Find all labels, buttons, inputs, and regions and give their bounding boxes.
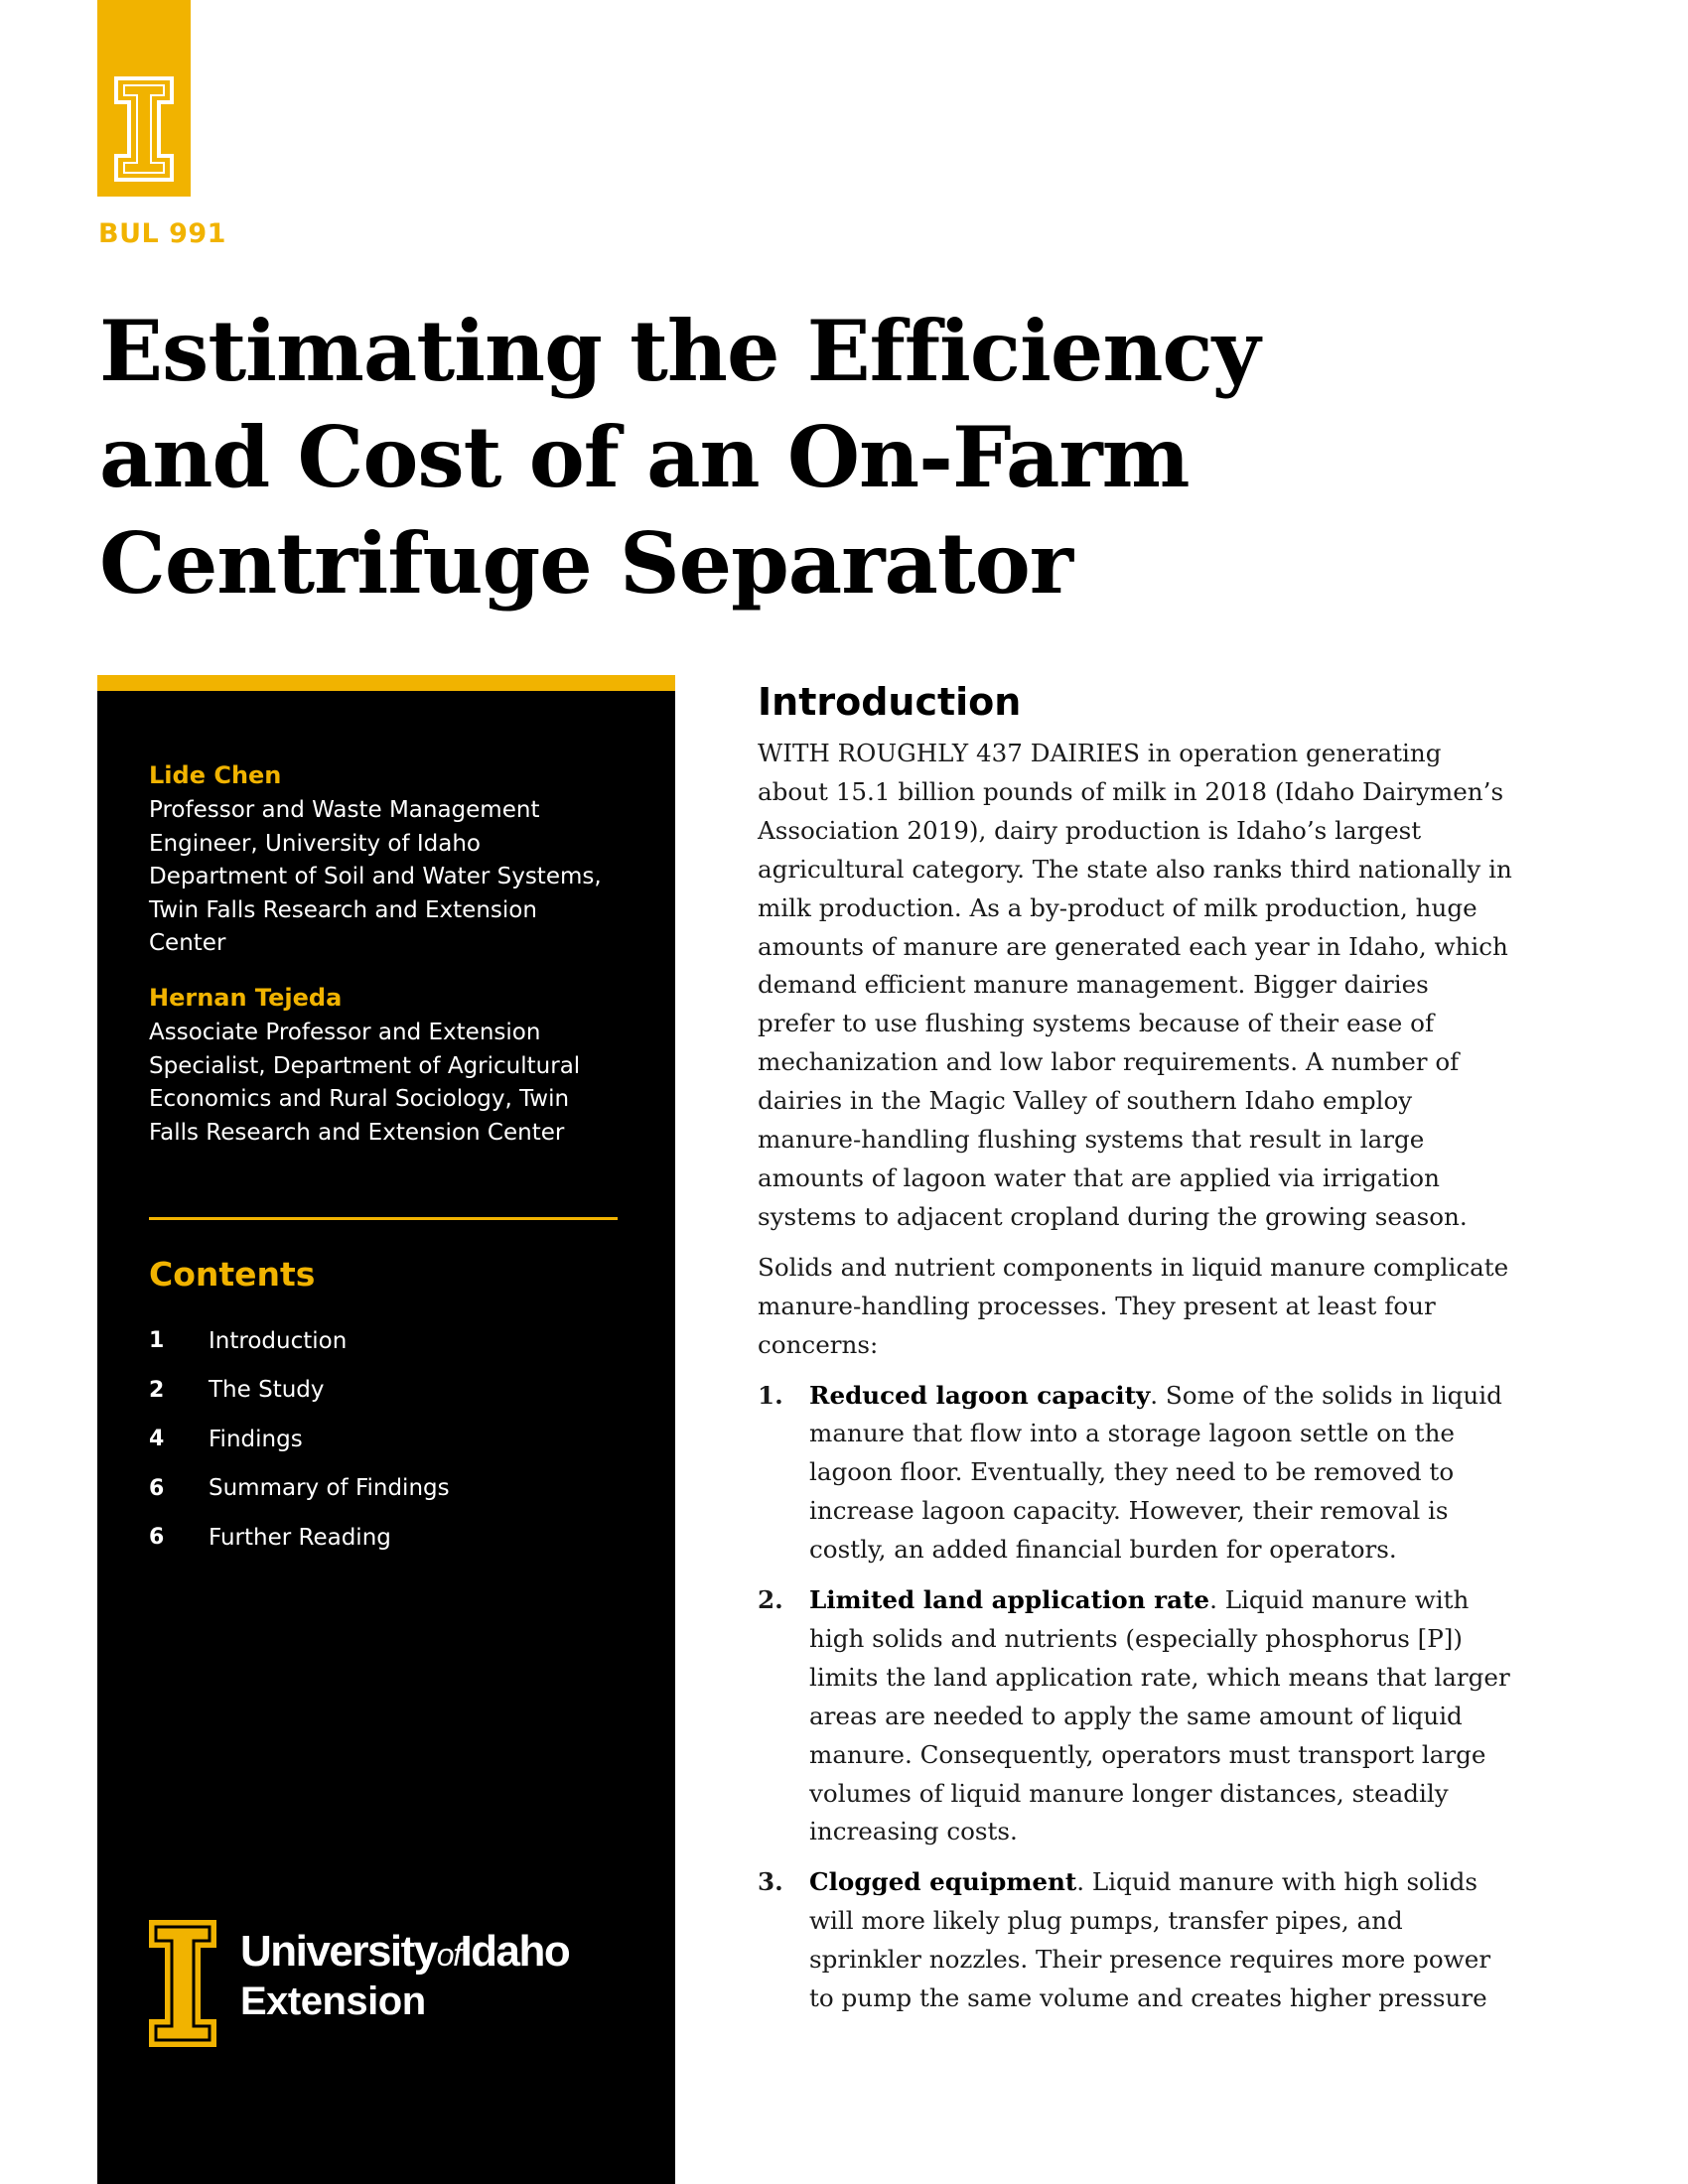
toc-label: The Study bbox=[209, 1377, 325, 1404]
list-item bbox=[758, 1581, 1512, 1851]
logo-extension: Extension bbox=[240, 1979, 426, 2023]
paragraph: WITH ROUGHLY 437 DAIRIES in operation generating about 15.1 billion pounds of milk in 2018 (Idaho Dairymen’s Association 2019), dairy production is Idaho’s largest agricultural category. The state also ranks third nationally in milk production. As a by-product of milk production, huge amounts of manure are generated each year in Idaho, which demand efficient manure management. Bigger dairies prefer to use flushing systems because of their ease of mechanization and low labor requirements. A number of dairies in the Magic Valley of southern Idaho employ manure-handling flushing systems that result in large amounts of lagoon water that are applied via irrigation systems to adjacent cropland during the growing season. bbox=[758, 739, 1512, 1231]
logo-university bbox=[240, 1928, 637, 1979]
university-logo bbox=[147, 1918, 570, 2053]
list-number: 3. bbox=[758, 1867, 783, 1897]
logo-word-university: University bbox=[240, 1927, 437, 1976]
bulletin-number: BUL 991 bbox=[98, 218, 226, 249]
list-item bbox=[758, 1377, 1512, 1570]
author-affiliation: Professor and Waste Management Engineer, University of Idaho Department of Soil and Water Systems, Twin Falls Research and Extension Center bbox=[149, 797, 602, 956]
toc-item[interactable] bbox=[149, 1316, 616, 1366]
toc-page: 6 bbox=[149, 1475, 165, 1501]
toc-item[interactable] bbox=[149, 1513, 616, 1563]
logo-word-of: of bbox=[436, 1937, 461, 1973]
list-number: 2. bbox=[758, 1585, 783, 1615]
main-content bbox=[758, 675, 1512, 2030]
contents-heading: Contents bbox=[149, 1255, 316, 1294]
toc-page: 6 bbox=[149, 1525, 165, 1551]
block-i-logo-icon bbox=[147, 1918, 218, 2049]
paragraph: Solids and nutrient components in liquid manure complicate manure-handling processes. They present at least four concerns: bbox=[758, 1252, 1509, 1359]
list-item-title: Reduced lagoon capacity bbox=[809, 1380, 1151, 1410]
section-heading: Introduction bbox=[758, 680, 1022, 724]
author-affiliation: Associate Professor and Extension Specialist, Department of Agricultural Economics and Rural Sociology, Twin Falls Research and Extension Center bbox=[149, 1020, 581, 1146]
logo-wordmark bbox=[240, 1928, 637, 2024]
list-item-text: . Some of the solids in liquid manure that flow into a storage lagoon settle on the lagoon floor. Eventually, they need to be removed to increase lagoon capacity. However, their removal is costly, an added financial burden for operators. bbox=[809, 1380, 1502, 1565]
top-logo-tab bbox=[97, 0, 191, 197]
author-name: Lide Chen bbox=[149, 761, 282, 789]
table-of-contents bbox=[149, 1316, 616, 1563]
title-line: Centrifuge Separator bbox=[99, 514, 1073, 613]
toc-page: 4 bbox=[149, 1427, 165, 1452]
list-item-title: Clogged equipment bbox=[809, 1867, 1077, 1897]
author-name: Hernan Tejeda bbox=[149, 984, 343, 1012]
author-block bbox=[149, 760, 616, 961]
sidebar bbox=[97, 675, 675, 2184]
toc-item[interactable] bbox=[149, 1464, 616, 1514]
divider bbox=[149, 1217, 618, 1220]
title-line: Estimating the Efficiency bbox=[99, 302, 1260, 400]
toc-item[interactable] bbox=[149, 1366, 616, 1416]
toc-page: 2 bbox=[149, 1377, 165, 1403]
block-i-icon bbox=[113, 75, 175, 183]
list-item-text: . Liquid manure with high solids and nutrients (especially phosphorus [P]) limits the land application rate, which means that larger areas are needed to apply the same amount of liquid manure. Consequently, operators must transport large volumes of liquid manure longer distances, steadily increasing costs. bbox=[809, 1585, 1510, 1846]
list-number: 1. bbox=[758, 1380, 783, 1410]
list-item bbox=[758, 1863, 1512, 2018]
toc-label: Summary of Findings bbox=[209, 1475, 450, 1502]
toc-label: Findings bbox=[209, 1426, 303, 1452]
toc-item[interactable] bbox=[149, 1415, 616, 1464]
list-item-text: . Liquid manure with high solids will more likely plug pumps, transfer pipes, and sprinkler nozzles. Their presence requires more power to pump the same volume and creates higher pressure bbox=[809, 1867, 1491, 2013]
page-title bbox=[99, 298, 1390, 616]
author-block bbox=[149, 983, 616, 1150]
toc-label: Further Reading bbox=[209, 1524, 391, 1551]
concerns-list bbox=[758, 1377, 1512, 2019]
toc-page: 1 bbox=[149, 1328, 165, 1354]
list-item-title: Limited land application rate bbox=[809, 1585, 1210, 1615]
logo-word-idaho: Idaho bbox=[460, 1927, 570, 1976]
title-line: and Cost of an On-Farm bbox=[99, 408, 1190, 506]
toc-label: Introduction bbox=[209, 1327, 348, 1354]
